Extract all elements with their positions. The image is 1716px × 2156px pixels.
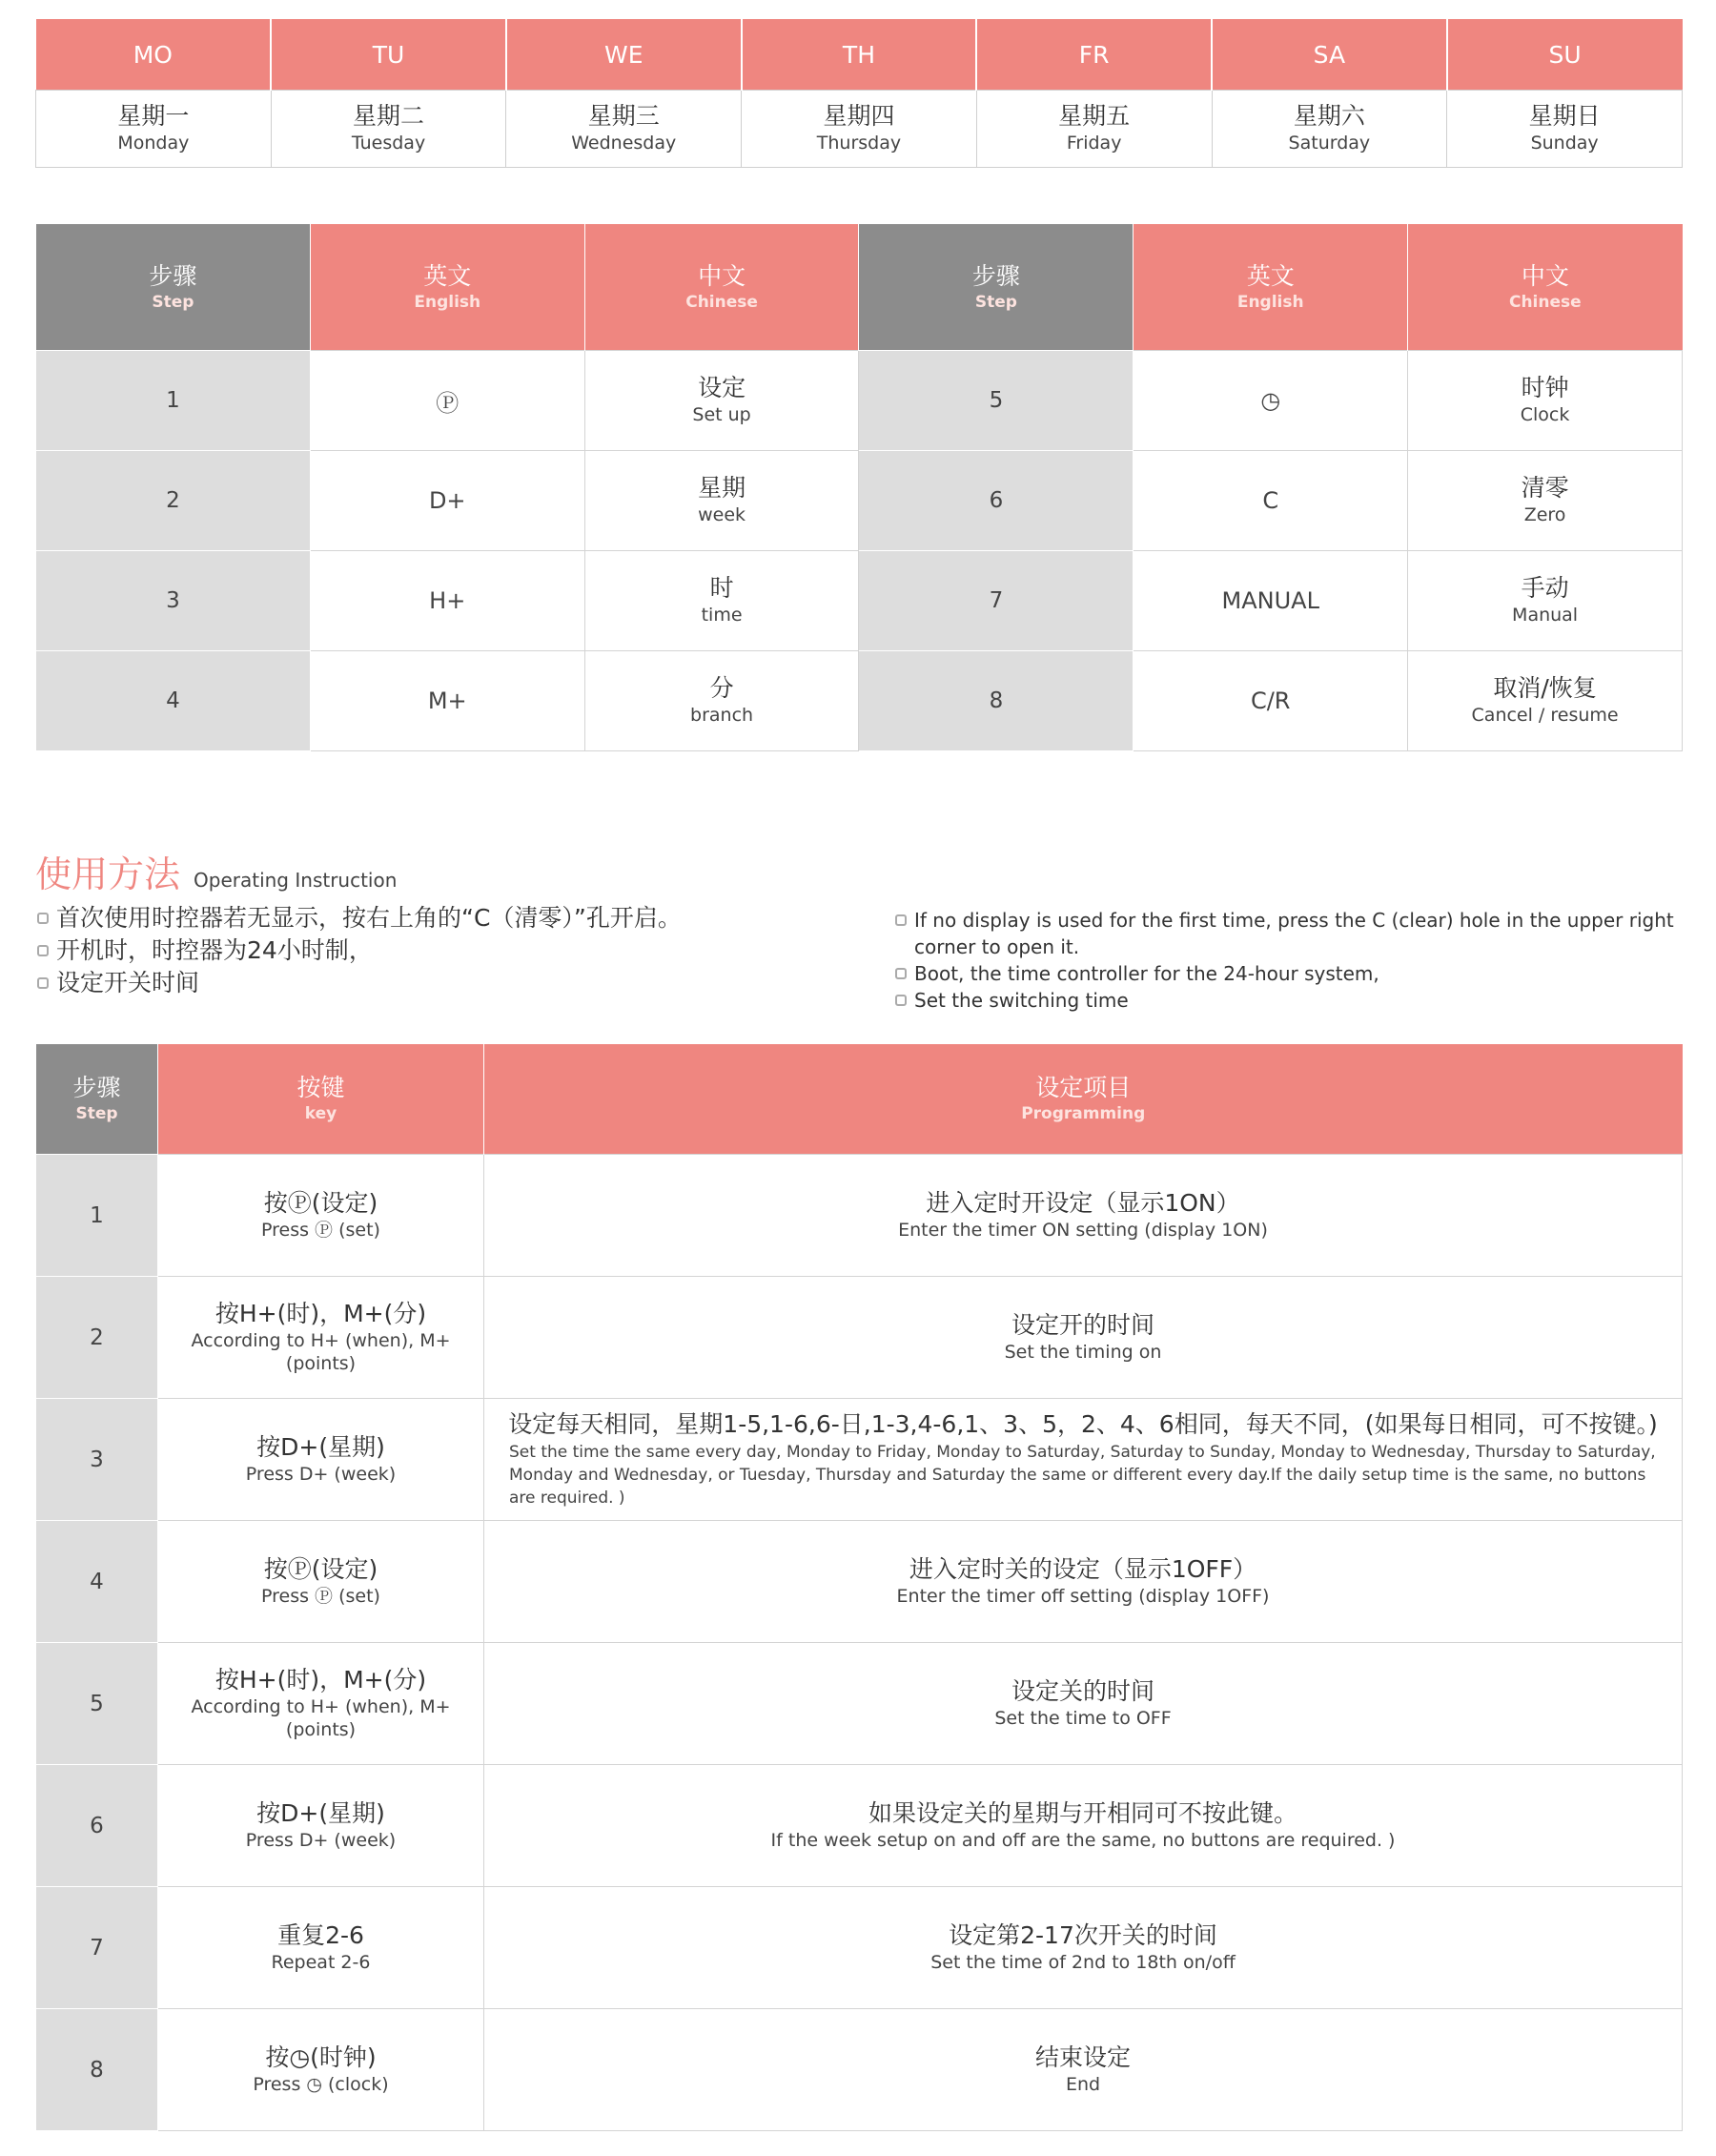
key-symbol: C/R bbox=[1134, 651, 1408, 751]
step-number: 6 bbox=[859, 451, 1134, 551]
key-en: Repeat 2-6 bbox=[271, 1951, 371, 1973]
program-cell bbox=[484, 1155, 1683, 1277]
key-en: Press Ⓟ (set) bbox=[261, 1219, 380, 1241]
week-code: SU bbox=[1447, 19, 1683, 91]
week-en: Tuesday bbox=[351, 133, 426, 154]
program-cell bbox=[484, 1521, 1683, 1643]
header-zh: 步骤 bbox=[149, 261, 197, 290]
meaning-zh: 设定 bbox=[698, 374, 746, 402]
programming-table bbox=[35, 1044, 1683, 2131]
key-cell bbox=[158, 1643, 484, 1765]
header-en: Chinese bbox=[685, 292, 758, 312]
meaning-en: time bbox=[701, 605, 743, 626]
week-zh: 星期五 bbox=[1058, 102, 1131, 131]
program-en: If the week setup on and off are the same, no buttons are required. ) bbox=[770, 1829, 1396, 1851]
key-symbol: C bbox=[1134, 451, 1408, 551]
program-zh: 设定开的时间 bbox=[1011, 1310, 1154, 1339]
program-cell bbox=[484, 2009, 1683, 2131]
programming-table-header bbox=[36, 1044, 1683, 1155]
list-item: Set the switching time bbox=[893, 987, 1685, 1014]
meaning-zh: 取消/恢复 bbox=[1493, 674, 1597, 703]
week-en: Monday bbox=[117, 133, 190, 154]
key-cell bbox=[158, 1277, 484, 1399]
key-meaning bbox=[1408, 651, 1683, 751]
header-chinese bbox=[1408, 224, 1683, 351]
list-item: If no display is used for the first time, press the C (clear) hole in the upper right corner to open it. bbox=[893, 907, 1685, 960]
step-number: 5 bbox=[36, 1643, 158, 1765]
clock-icon: ◷ bbox=[1134, 351, 1408, 451]
key-cell bbox=[158, 1155, 484, 1277]
list-item: 首次使用时控器若无显示，按右上角的“C（清零）”孔开启。 bbox=[35, 902, 682, 934]
key-table-header bbox=[36, 224, 1683, 351]
week-code: WE bbox=[506, 19, 742, 91]
program-en: Enter the timer ON setting (display 1ON) bbox=[898, 1219, 1268, 1241]
week-name-row bbox=[36, 91, 1683, 168]
week-zh: 星期二 bbox=[353, 102, 425, 131]
step-number: 3 bbox=[36, 1399, 158, 1521]
header-en: Step bbox=[152, 292, 194, 312]
program-en: End bbox=[1065, 2073, 1101, 2095]
program-cell bbox=[484, 1887, 1683, 2009]
week-zh: 星期四 bbox=[823, 102, 895, 131]
week-en: Sunday bbox=[1530, 133, 1599, 154]
header-en: Programming bbox=[1021, 1104, 1146, 1124]
header-en: Chinese bbox=[1508, 292, 1582, 312]
meaning-en: week bbox=[698, 504, 746, 526]
week-en: Wednesday bbox=[571, 133, 677, 154]
program-cell bbox=[484, 1643, 1683, 1765]
week-cell bbox=[271, 91, 506, 168]
program-en: Set the time to OFF bbox=[994, 1707, 1172, 1729]
key-cell bbox=[158, 2009, 484, 2131]
week-en: Thursday bbox=[816, 133, 902, 154]
key-cell bbox=[158, 1887, 484, 2009]
meaning-zh: 清零 bbox=[1521, 474, 1569, 503]
header-en: Step bbox=[75, 1104, 118, 1124]
key-symbol: Ⓟ bbox=[310, 351, 584, 451]
header-step bbox=[36, 224, 311, 351]
meaning-zh: 时 bbox=[709, 574, 734, 603]
key-table bbox=[35, 224, 1683, 751]
key-en: Press D+ (week) bbox=[245, 1463, 397, 1485]
key-en: According to H+ (when), M+ (points) bbox=[191, 1329, 451, 1374]
header-zh: 设定项目 bbox=[1035, 1074, 1132, 1102]
step-number: 5 bbox=[859, 351, 1134, 451]
key-symbol: M+ bbox=[310, 651, 584, 751]
table-row bbox=[36, 1887, 1683, 2009]
header-key bbox=[158, 1044, 484, 1155]
step-number: 7 bbox=[36, 1887, 158, 2009]
key-meaning bbox=[584, 351, 859, 451]
section-title-zh: 使用方法 bbox=[35, 853, 181, 895]
header-zh: 中文 bbox=[698, 261, 746, 290]
step-number: 7 bbox=[859, 551, 1134, 651]
key-meaning bbox=[584, 551, 859, 651]
header-step bbox=[859, 224, 1134, 351]
table-row bbox=[36, 1521, 1683, 1643]
key-zh: 按H+(时)，M+(分) bbox=[214, 1665, 427, 1694]
header-zh: 按键 bbox=[296, 1074, 345, 1102]
header-programming bbox=[484, 1044, 1683, 1155]
week-en: Saturday bbox=[1288, 133, 1371, 154]
table-row bbox=[36, 1765, 1683, 1887]
week-cell bbox=[36, 91, 272, 168]
week-cell bbox=[976, 91, 1212, 168]
meaning-zh: 星期 bbox=[698, 474, 746, 503]
header-chinese bbox=[584, 224, 859, 351]
program-zh: 结束设定 bbox=[1034, 2043, 1131, 2071]
week-code: FR bbox=[976, 19, 1212, 91]
header-step bbox=[36, 1044, 158, 1155]
header-en: English bbox=[414, 292, 481, 312]
key-zh: 按Ⓟ(设定) bbox=[263, 1188, 378, 1217]
step-number: 8 bbox=[859, 651, 1134, 751]
key-cell bbox=[158, 1521, 484, 1643]
header-en: English bbox=[1236, 292, 1304, 312]
key-en: Press ◷ (clock) bbox=[253, 2073, 389, 2095]
key-zh: 重复2-6 bbox=[277, 1920, 364, 1949]
list-item: 开机时，时控器为24小时制， bbox=[35, 934, 682, 967]
table-row bbox=[36, 451, 1683, 551]
program-en: Set the timing on bbox=[1004, 1341, 1162, 1363]
section-title-en: Operating Instruction bbox=[194, 869, 398, 892]
key-symbol: H+ bbox=[310, 551, 584, 651]
instruction-list-en bbox=[893, 907, 1685, 1014]
table-row bbox=[36, 1155, 1683, 1277]
week-code: SA bbox=[1212, 19, 1447, 91]
meaning-zh: 时钟 bbox=[1521, 374, 1569, 402]
key-symbol: D+ bbox=[310, 451, 584, 551]
program-zh: 进入定时关的设定（显示1OFF） bbox=[909, 1554, 1257, 1583]
table-row bbox=[36, 351, 1683, 451]
step-number: 2 bbox=[36, 1277, 158, 1399]
header-zh: 步骤 bbox=[971, 261, 1020, 290]
instruction-list-zh bbox=[35, 902, 682, 999]
meaning-zh: 分 bbox=[709, 674, 734, 703]
week-code: TU bbox=[271, 19, 506, 91]
week-zh: 星期一 bbox=[117, 102, 190, 131]
header-english bbox=[310, 224, 584, 351]
week-header-row bbox=[36, 19, 1683, 91]
key-zh: 按D+(星期) bbox=[256, 1798, 385, 1827]
key-zh: 按H+(时)，M+(分) bbox=[214, 1299, 427, 1327]
week-cell bbox=[506, 91, 742, 168]
program-zh: 进入定时开设定（显示1ON） bbox=[926, 1188, 1240, 1217]
meaning-en: Manual bbox=[1512, 605, 1579, 626]
header-en: Step bbox=[974, 292, 1017, 312]
key-meaning bbox=[584, 651, 859, 751]
meaning-en: Cancel / resume bbox=[1471, 705, 1619, 727]
week-code: MO bbox=[36, 19, 272, 91]
week-cell bbox=[1447, 91, 1683, 168]
program-cell bbox=[484, 1277, 1683, 1399]
header-zh: 步骤 bbox=[72, 1074, 121, 1102]
week-zh: 星期日 bbox=[1528, 102, 1601, 131]
key-meaning bbox=[1408, 451, 1683, 551]
step-number: 4 bbox=[36, 1521, 158, 1643]
key-meaning bbox=[1408, 351, 1683, 451]
key-en: According to H+ (when), M+ (points) bbox=[191, 1695, 451, 1740]
program-zh: 如果设定关的星期与开相同可不按此键。 bbox=[868, 1798, 1297, 1827]
key-zh: 按◷(时钟) bbox=[265, 2043, 377, 2071]
program-zh: 设定每天相同，星期1-5,1-6,6-日,1-3,4-6,1、3、5，2、4、6相同，每天不同，(如果每日相同，可不按键。) bbox=[508, 1409, 1658, 1438]
meaning-zh: 手动 bbox=[1521, 574, 1569, 603]
list-item: Boot, the time controller for the 24-hour system, bbox=[893, 960, 1685, 987]
week-code: TH bbox=[742, 19, 977, 91]
step-number: 4 bbox=[36, 651, 311, 751]
key-meaning bbox=[584, 451, 859, 551]
step-number: 1 bbox=[36, 351, 311, 451]
table-row bbox=[36, 1277, 1683, 1399]
table-row bbox=[36, 551, 1683, 651]
header-en: key bbox=[304, 1104, 337, 1124]
week-cell bbox=[742, 91, 977, 168]
program-cell bbox=[484, 1765, 1683, 1887]
program-en: Set the time the same every day, Monday to Friday, Monday to Saturday, Saturday to Sunday, Monday to Wednesday, Thursday to Saturday, Monday and Wednesday, or Tuesday, Thursday and Saturday the same or different every day.If the daily setup time is the same, no buttons are required. ) bbox=[509, 1442, 1656, 1508]
meaning-en: branch bbox=[690, 705, 754, 727]
key-zh: 按Ⓟ(设定) bbox=[263, 1554, 378, 1583]
step-number: 6 bbox=[36, 1765, 158, 1887]
program-zh: 设定关的时间 bbox=[1011, 1676, 1154, 1705]
key-cell bbox=[158, 1765, 484, 1887]
header-zh: 英文 bbox=[1246, 261, 1295, 290]
step-number: 3 bbox=[36, 551, 311, 651]
section-title bbox=[35, 845, 397, 897]
table-row bbox=[36, 1643, 1683, 1765]
header-english bbox=[1134, 224, 1408, 351]
key-symbol: MANUAL bbox=[1134, 551, 1408, 651]
key-cell bbox=[158, 1399, 484, 1521]
program-zh: 设定第2-17次开关的时间 bbox=[949, 1920, 1217, 1949]
week-zh: 星期六 bbox=[1293, 102, 1365, 131]
table-row bbox=[36, 2009, 1683, 2131]
key-en: Press Ⓟ (set) bbox=[261, 1585, 380, 1607]
step-number: 1 bbox=[36, 1155, 158, 1277]
table-row bbox=[36, 1399, 1683, 1521]
week-cell bbox=[1212, 91, 1447, 168]
meaning-en: Set up bbox=[692, 404, 751, 426]
meaning-en: Zero bbox=[1523, 504, 1566, 526]
week-en: Friday bbox=[1066, 133, 1122, 154]
key-zh: 按D+(星期) bbox=[256, 1432, 385, 1461]
table-row bbox=[36, 651, 1683, 751]
key-meaning bbox=[1408, 551, 1683, 651]
key-en: Press D+ (week) bbox=[245, 1829, 397, 1851]
list-item: 设定开关时间 bbox=[35, 967, 682, 999]
header-zh: 中文 bbox=[1521, 261, 1569, 290]
program-en: Set the time of 2nd to 18th on/off bbox=[930, 1951, 1236, 1973]
step-number: 8 bbox=[36, 2009, 158, 2131]
program-en: Enter the timer off setting (display 1OFF) bbox=[896, 1585, 1270, 1607]
week-table bbox=[35, 19, 1683, 168]
program-cell bbox=[484, 1399, 1683, 1521]
step-number: 2 bbox=[36, 451, 311, 551]
header-zh: 英文 bbox=[423, 261, 472, 290]
week-zh: 星期三 bbox=[587, 102, 660, 131]
meaning-en: Clock bbox=[1520, 404, 1570, 426]
